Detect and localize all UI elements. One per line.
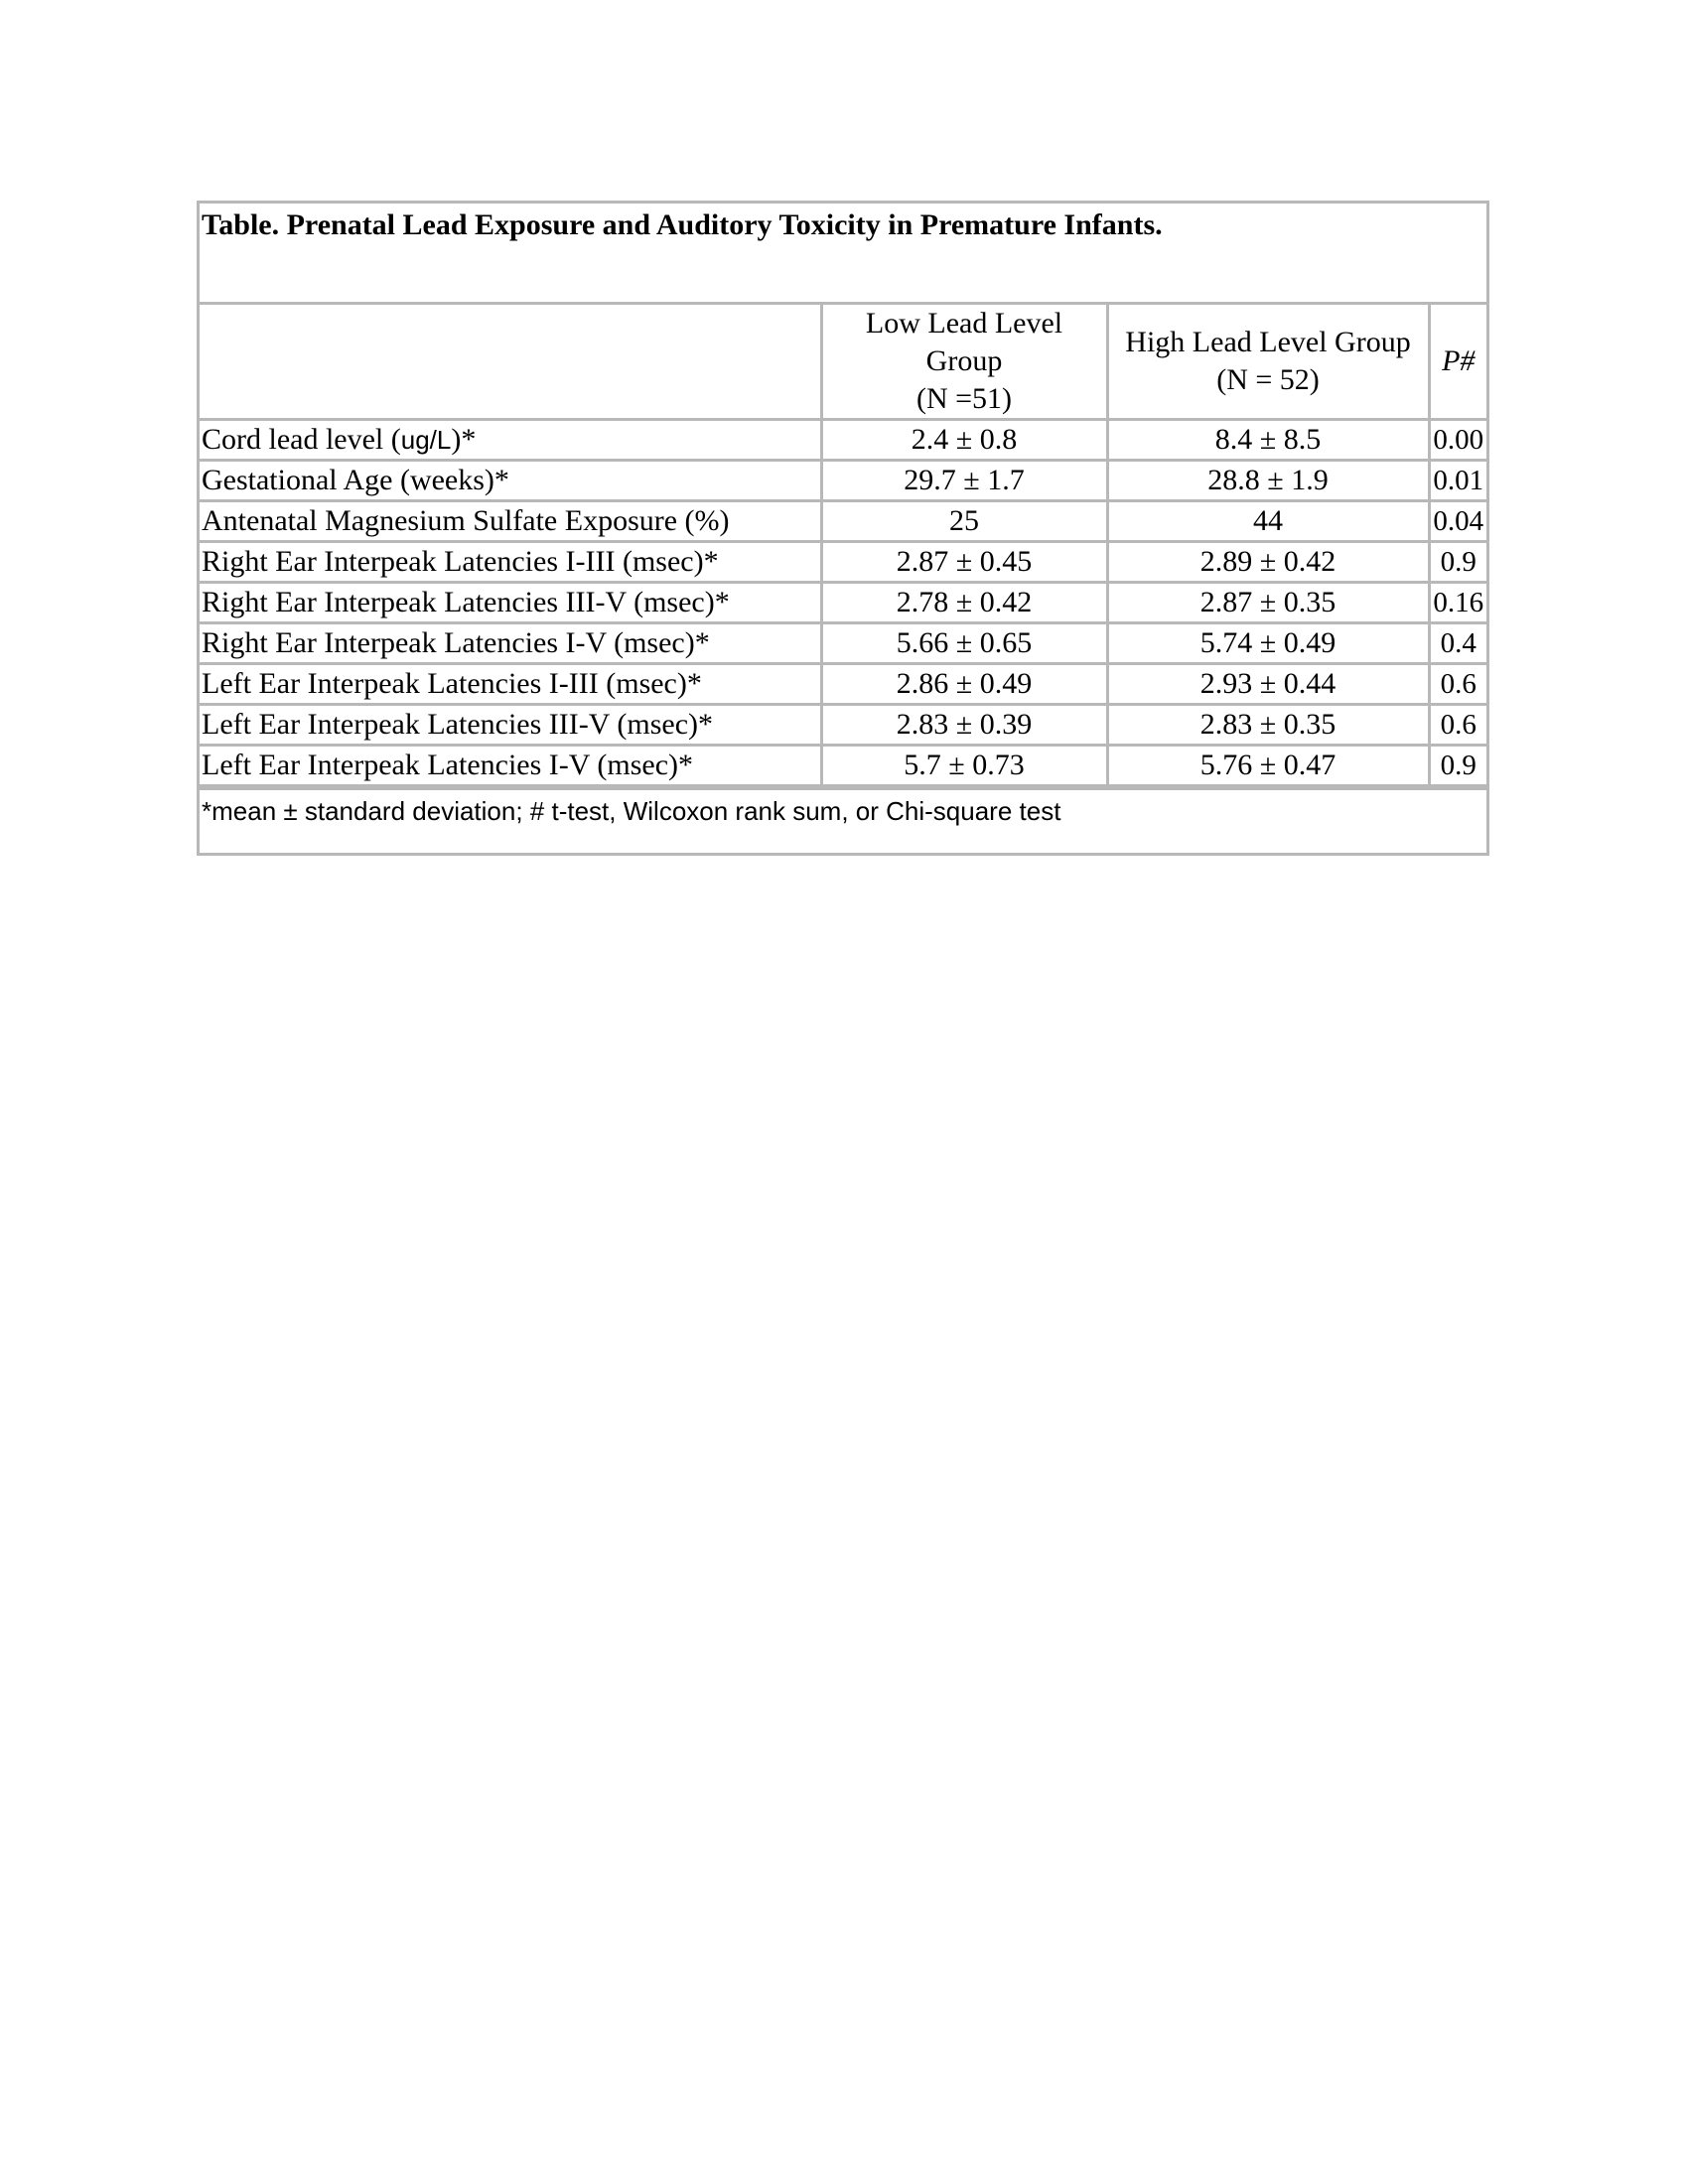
table-row bbox=[200, 583, 1486, 623]
row-label: Antenatal Magnesium Sulfate Exposure (%) bbox=[200, 501, 821, 542]
table-row bbox=[200, 420, 1486, 461]
header-low-lead-group bbox=[821, 305, 1107, 420]
header-high-line2: (N = 52) bbox=[1216, 363, 1320, 396]
table-row bbox=[200, 664, 1486, 705]
high-group-value: 5.74 ± 0.49 bbox=[1107, 623, 1429, 664]
row-label: Gestational Age (weeks)* bbox=[200, 461, 821, 501]
p-value: 0.9 bbox=[1429, 746, 1486, 786]
row-label: Right Ear Interpeak Latencies I-III (msec)* bbox=[200, 542, 821, 583]
row-label-tail: )* bbox=[451, 423, 477, 456]
high-group-value: 44 bbox=[1107, 501, 1429, 542]
table-row bbox=[200, 501, 1486, 542]
data-table bbox=[197, 201, 1489, 856]
low-group-value: 2.4 ± 0.8 bbox=[821, 420, 1107, 461]
high-group-value: 2.87 ± 0.35 bbox=[1107, 583, 1429, 623]
table-row bbox=[200, 705, 1486, 746]
table-row bbox=[200, 623, 1486, 664]
low-group-value: 2.83 ± 0.39 bbox=[821, 705, 1107, 746]
row-label bbox=[200, 420, 821, 461]
low-group-value: 5.66 ± 0.65 bbox=[821, 623, 1107, 664]
header-low-line1: Low Lead Level bbox=[865, 307, 1063, 340]
header-row bbox=[200, 305, 1486, 420]
table-row bbox=[200, 746, 1486, 786]
table-row bbox=[200, 461, 1486, 501]
table-title: Table. Prenatal Lead Exposure and Auditory Toxicity in Premature Infants. bbox=[200, 204, 1486, 305]
low-group-value: 29.7 ± 1.7 bbox=[821, 461, 1107, 501]
p-value: 0.00 bbox=[1429, 420, 1486, 461]
row-label: Right Ear Interpeak Latencies I-V (msec)* bbox=[200, 623, 821, 664]
header-high-line1: High Lead Level Group bbox=[1125, 326, 1411, 358]
row-label: Right Ear Interpeak Latencies III-V (msec)* bbox=[200, 583, 821, 623]
row-label-unit: ug/L bbox=[400, 425, 452, 455]
results-table bbox=[200, 305, 1486, 787]
row-label: Left Ear Interpeak Latencies I-V (msec)* bbox=[200, 746, 821, 786]
row-label: Left Ear Interpeak Latencies I-III (msec)* bbox=[200, 664, 821, 705]
high-group-value: 2.83 ± 0.35 bbox=[1107, 705, 1429, 746]
p-value: 0.01 bbox=[1429, 461, 1486, 501]
high-group-value: 2.93 ± 0.44 bbox=[1107, 664, 1429, 705]
p-value: 0.04 bbox=[1429, 501, 1486, 542]
header-high-lead-group bbox=[1107, 305, 1429, 420]
p-value: 0.6 bbox=[1429, 705, 1486, 746]
header-p-value: P# bbox=[1429, 305, 1486, 420]
table-footnote: *mean ± standard deviation; # t-test, Wilcoxon rank sum, or Chi-square test bbox=[200, 787, 1486, 853]
table-row bbox=[200, 542, 1486, 583]
row-label-text: Cord lead level ( bbox=[202, 423, 401, 456]
p-value: 0.6 bbox=[1429, 664, 1486, 705]
p-value: 0.16 bbox=[1429, 583, 1486, 623]
low-group-value: 2.87 ± 0.45 bbox=[821, 542, 1107, 583]
high-group-value: 2.89 ± 0.42 bbox=[1107, 542, 1429, 583]
p-value: 0.9 bbox=[1429, 542, 1486, 583]
header-low-line2: Group bbox=[925, 344, 1003, 377]
header-blank bbox=[200, 305, 821, 420]
row-label: Left Ear Interpeak Latencies III-V (msec)* bbox=[200, 705, 821, 746]
high-group-value: 8.4 ± 8.5 bbox=[1107, 420, 1429, 461]
high-group-value: 28.8 ± 1.9 bbox=[1107, 461, 1429, 501]
high-group-value: 5.76 ± 0.47 bbox=[1107, 746, 1429, 786]
header-low-line3: (N =51) bbox=[915, 382, 1013, 415]
low-group-value: 25 bbox=[821, 501, 1107, 542]
low-group-value: 2.78 ± 0.42 bbox=[821, 583, 1107, 623]
low-group-value: 2.86 ± 0.49 bbox=[821, 664, 1107, 705]
p-value: 0.4 bbox=[1429, 623, 1486, 664]
low-group-value: 5.7 ± 0.73 bbox=[821, 746, 1107, 786]
